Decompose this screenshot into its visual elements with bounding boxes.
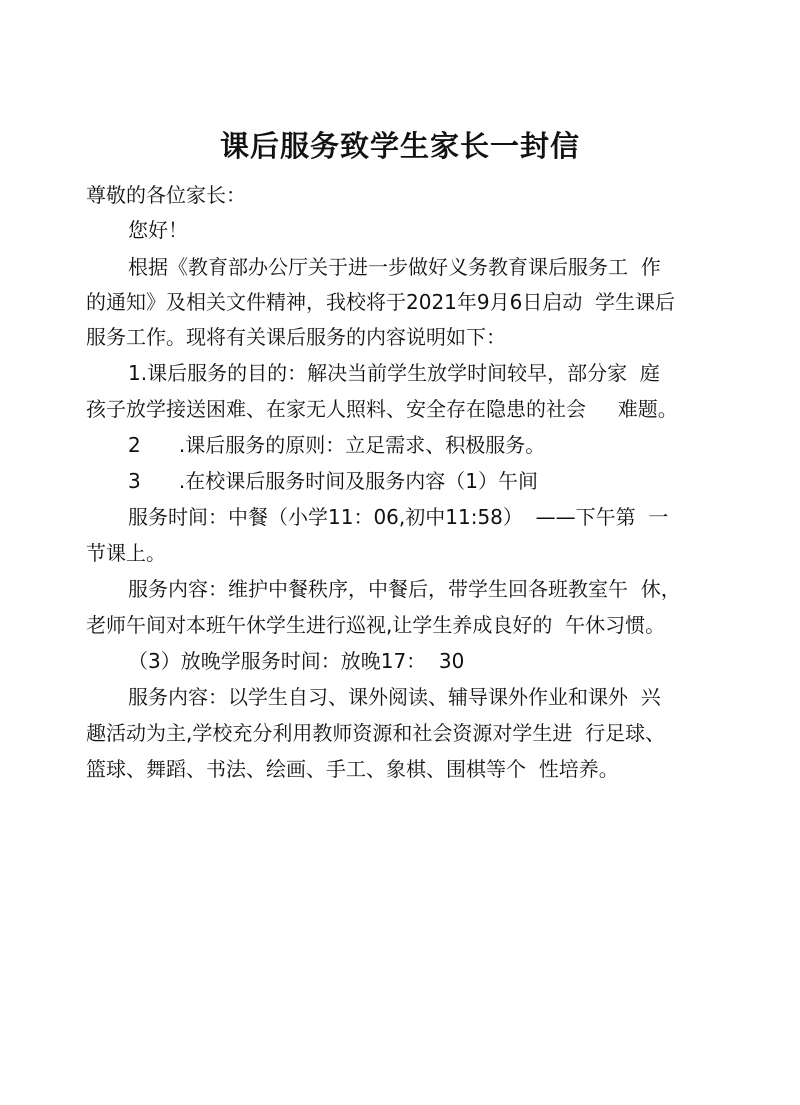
paragraph-intro-line-1: 根据《教育部办公厅关于进一步做好义务教育课后服务工 作 [128,255,661,279]
item-3: 3 .在校课后服务时间及服务内容（1）午间 [128,469,538,493]
noon-service-time-line-1: 服务时间：中餐（小学11：06,初中11:58） ——下午第 一 [128,505,669,529]
evening-service-content-line-2: 趣活动为主,学校充分利用教师资源和社会资源对学生进 行足球、 [86,721,666,745]
evening-service-content-line-3: 篮球、舞蹈、书法、绘画、手工、象棋、围棋等个 性培养。 [86,757,619,781]
evening-service-time: （3）放晚学服务时间：放晚17： 30 [128,649,465,673]
greeting: 您好！ [128,218,188,242]
noon-service-time-line-2: 节课上。 [86,541,166,565]
evening-service-content-line-1: 服务内容：以学生自习、课外阅读、辅导课外作业和课外 兴 [128,685,661,709]
noon-service-content-line-1: 服务内容：维护中餐秩序，中餐后，带学生回各班教室午 休， [128,577,681,601]
page-title: 课后服务致学生家长一封信 [219,129,580,163]
item-1-line-1: 1.课后服务的目的：解决当前学生放学时间较早，部分家 庭 [128,361,660,385]
item-2: 2 .课后服务的原则：立足需求、积极服务。 [128,433,546,457]
noon-service-content-line-2: 老师午间对本班午休学生进行巡视,让学生养成良好的 午休习惯。 [86,613,666,637]
salutation: 尊敬的各位家长： [86,183,246,207]
item-1-line-2: 孩子放学接送困难、在家无人照料、安全存在隐患的社会 难题。 [86,397,678,421]
paragraph-intro-line-2: 的通知》及相关文件精神，我校将于2021年9月6日启动 学生课后 [86,290,676,314]
paragraph-intro-line-3: 服务工作。现将有关课后服务的内容说明如下： [86,325,506,349]
